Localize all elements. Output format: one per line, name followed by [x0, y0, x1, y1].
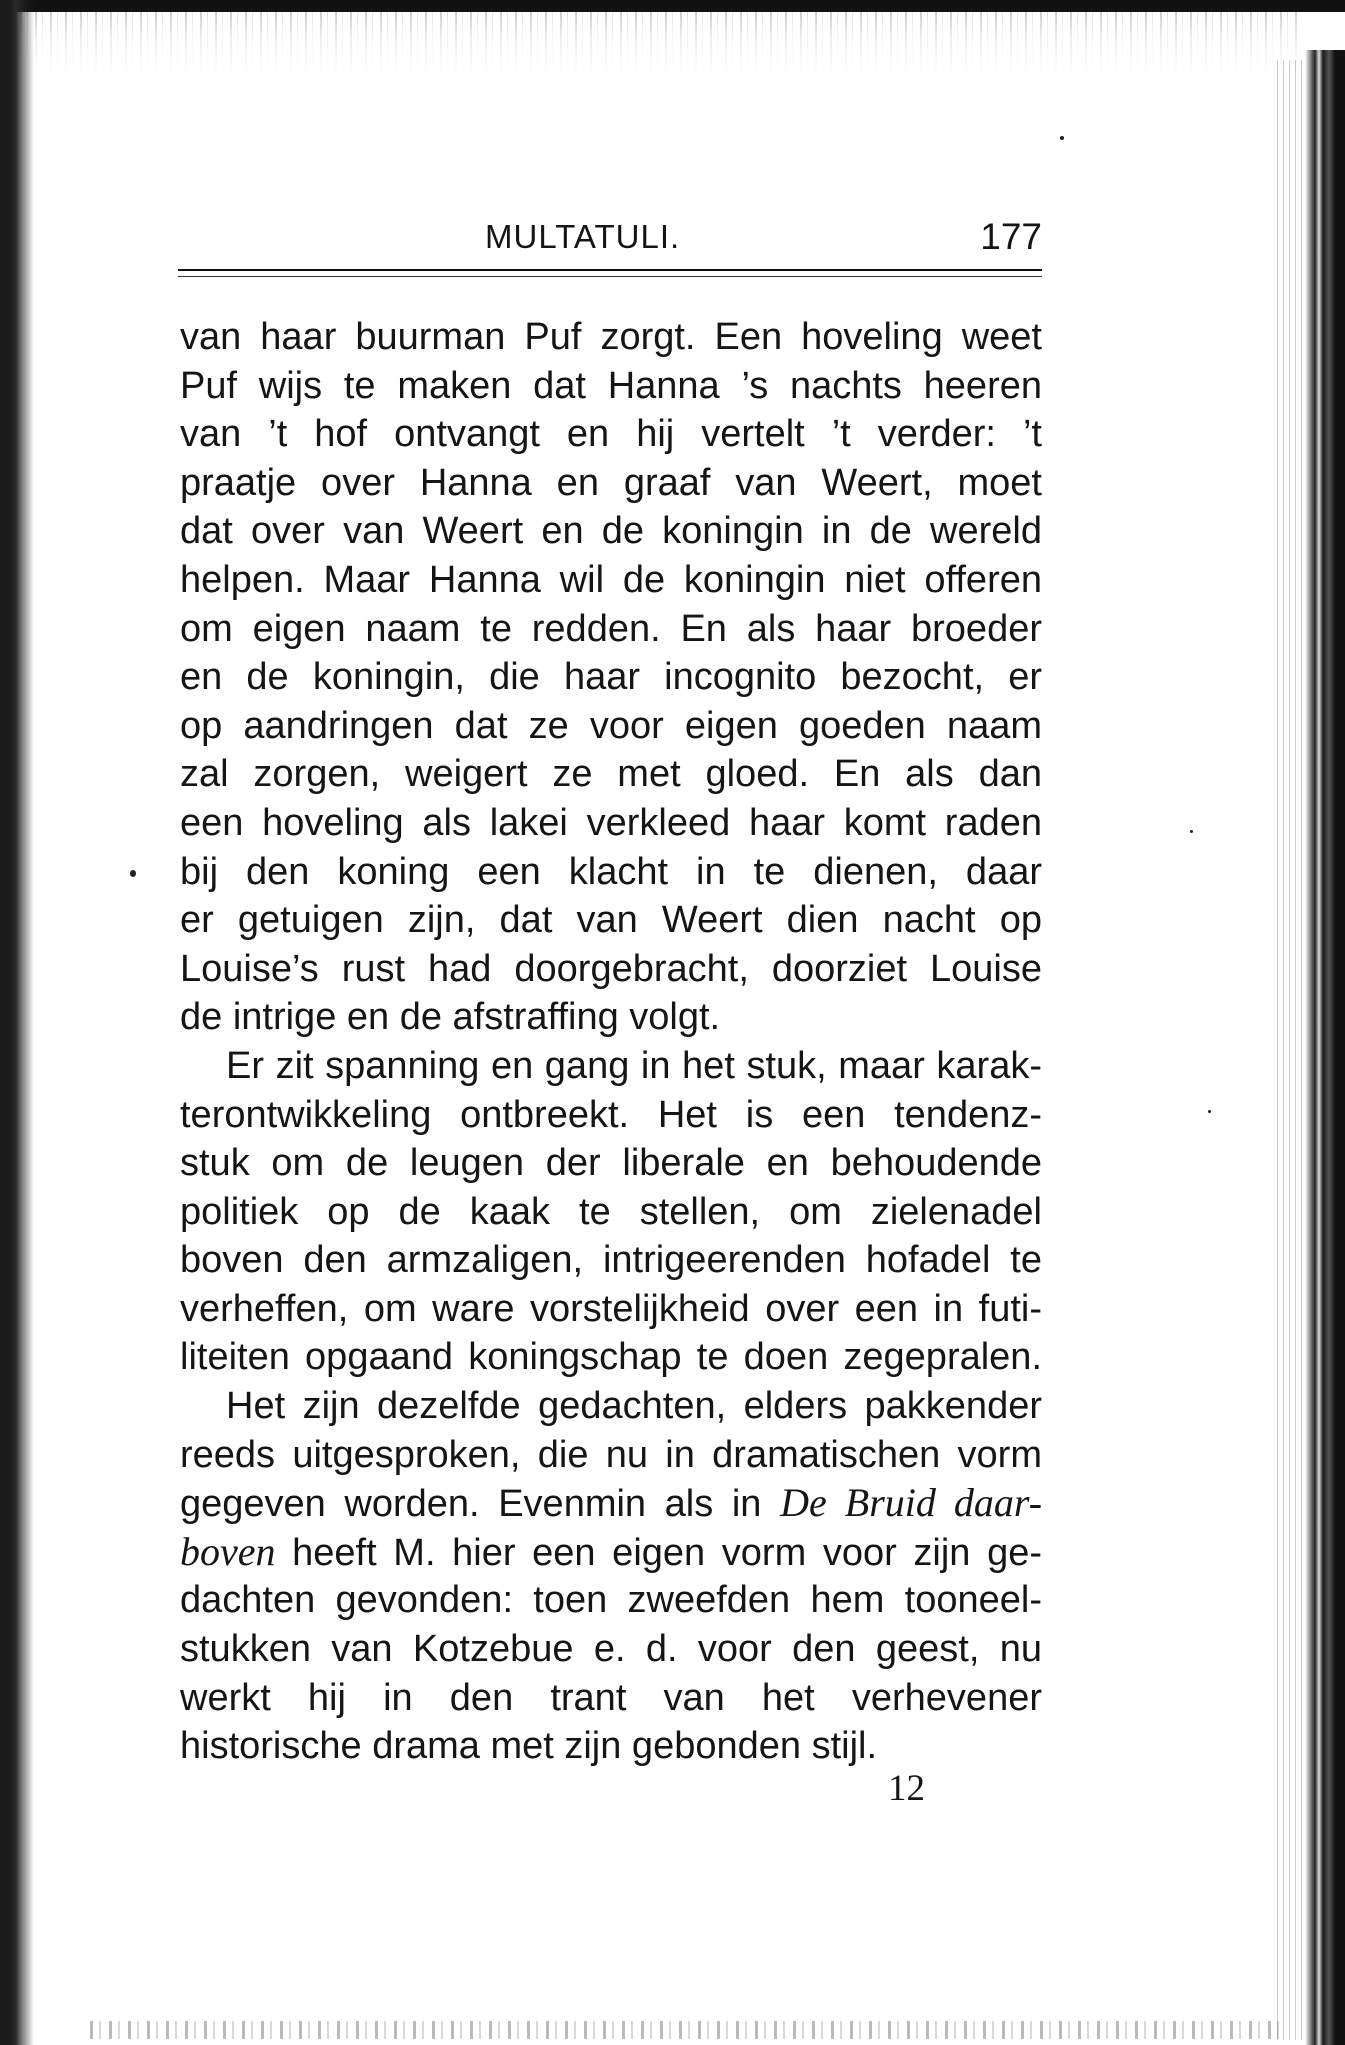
text-line: terontwikkeling ontbreekt. Het is een tendenz-: [180, 1093, 1042, 1136]
text-line: er getuigen zijn, dat van Weert dien nacht op: [180, 899, 1042, 942]
running-title: MULTATULI.: [485, 218, 681, 255]
text-line: praatje over Hanna en graaf van Weert, moet: [180, 461, 1042, 504]
text-line: politiek op de kaak te stellen, om zielenadel: [180, 1190, 1042, 1233]
text-line: dachten gevonden: toen zweefden hem tooneel-: [180, 1579, 1042, 1622]
text-line: bij den koning een klacht in te dienen, daar: [180, 850, 1042, 893]
text-line: van ’t hof ontvangt en hij vertelt ’t verder: ’t: [180, 413, 1042, 456]
text-line: om eigen naam te redden. En als haar broeder: [180, 607, 1042, 650]
text-line: [180, 1528, 1042, 1577]
body-text: [180, 313, 1042, 1771]
header-rule-thin: [178, 276, 1042, 277]
text-run: gegeven worden. Evenmin als in: [180, 1483, 762, 1526]
text-line: een hoveling als lakei verkleed haar komt raden: [180, 801, 1042, 844]
book-title-italic: boven: [180, 1528, 276, 1574]
text-line: werkt hij in den trant van het verhevener: [180, 1676, 1042, 1719]
text-line: Er zit spanning en gang in het stuk, maar karak-: [226, 1044, 1042, 1087]
text-line: stuk om de leugen der liberale en behoudende: [180, 1142, 1042, 1185]
signature-mark: 12: [888, 1768, 925, 1809]
text-line: op aandringen dat ze voor eigen goeden naam: [180, 704, 1042, 747]
text-line: de intrige en de afstraffing volgt.: [180, 996, 721, 1039]
scan-top-edge: [0, 0, 1345, 12]
scan-speck: [1190, 830, 1193, 833]
text-line: liteiten opgaand koningschap te doen zegepralen.: [180, 1336, 1042, 1379]
text-line: Het zijn dezelfde gedachten, elders pakkender: [226, 1385, 1042, 1428]
book-title-italic: De Bruid daar-: [780, 1480, 1043, 1526]
scan-speck: [1060, 136, 1064, 140]
text-line: dat over van Weert en de koningin in de wereld: [180, 510, 1042, 553]
text-line: boven den armzaligen, intrigeerenden hofadel te: [180, 1239, 1042, 1282]
scan-left-edge: [0, 0, 34, 2045]
header-rule: [178, 269, 1042, 271]
text-line: helpen. Maar Hanna wil de koningin niet offeren: [180, 558, 1042, 601]
text-line: Louise’s rust had doorgebracht, doorziet Louise: [180, 947, 1042, 990]
text-line: verheffen, om ware vorstelijkheid over een in futi-: [180, 1287, 1042, 1330]
text-line: [180, 1479, 1042, 1528]
text-run: heeft M. hier een eigen vorm voor zijn ge-: [292, 1531, 1042, 1574]
text-line: en de koningin, die haar incognito bezocht, er: [180, 656, 1042, 699]
text-line: stukken van Kotzebue e. d. voor den geest, nu: [180, 1628, 1042, 1671]
page-number: 177: [980, 216, 1042, 257]
text-line: van haar buurman Puf zorgt. Een hoveling weet: [180, 316, 1042, 358]
scan-page-stack: [1277, 60, 1305, 2040]
scan-speck: [1208, 1110, 1211, 1113]
scan-top-noise: [20, 12, 1300, 74]
scan-bottom-edge: [90, 2021, 1280, 2039]
text-line: Puf wijs te maken dat Hanna ’s nachts heeren: [180, 364, 1042, 407]
text-line: reeds uitgesproken, die nu in dramatischen vorm: [180, 1433, 1042, 1476]
text-line: historische drama met zijn gebonden stijl.: [180, 1725, 878, 1768]
text-line: zal zorgen, weigert ze met gloed. En als dan: [180, 753, 1042, 796]
scan-right-edge: [1305, 50, 1345, 2045]
running-head: [178, 212, 1042, 262]
scan-speck: [130, 870, 136, 877]
